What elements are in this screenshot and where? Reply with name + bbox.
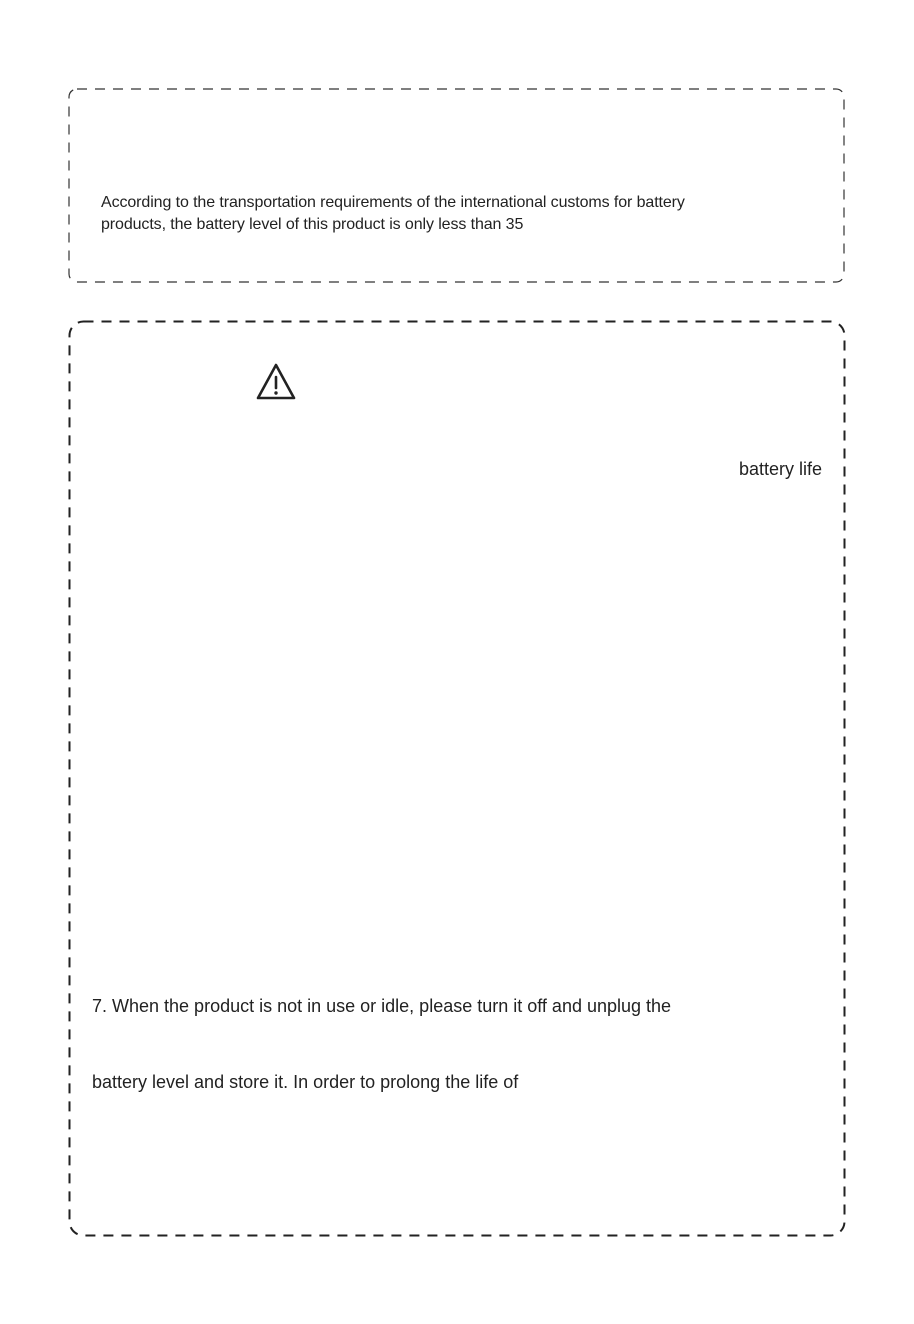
battery-life-text: battery life — [738, 459, 822, 479]
item-7-line-2: battery level and store it. In order to prolong the life of — [92, 1072, 519, 1092]
item-7-line-1: 7. When the product is not in use or idle, please turn it off and unplug the — [92, 996, 672, 1016]
warning-triangle-icon — [255, 362, 297, 402]
transport-notice-line-1: According to the transportation requirements of the international customs for battery — [101, 194, 685, 211]
dashed-border — [68, 88, 845, 283]
battery-warning-box — [68, 320, 846, 1237]
transport-notice-line-2: products, the battery level of this product is only less than 35 — [101, 216, 524, 233]
transport-notice-box — [68, 88, 845, 283]
dashed-border — [68, 320, 846, 1237]
